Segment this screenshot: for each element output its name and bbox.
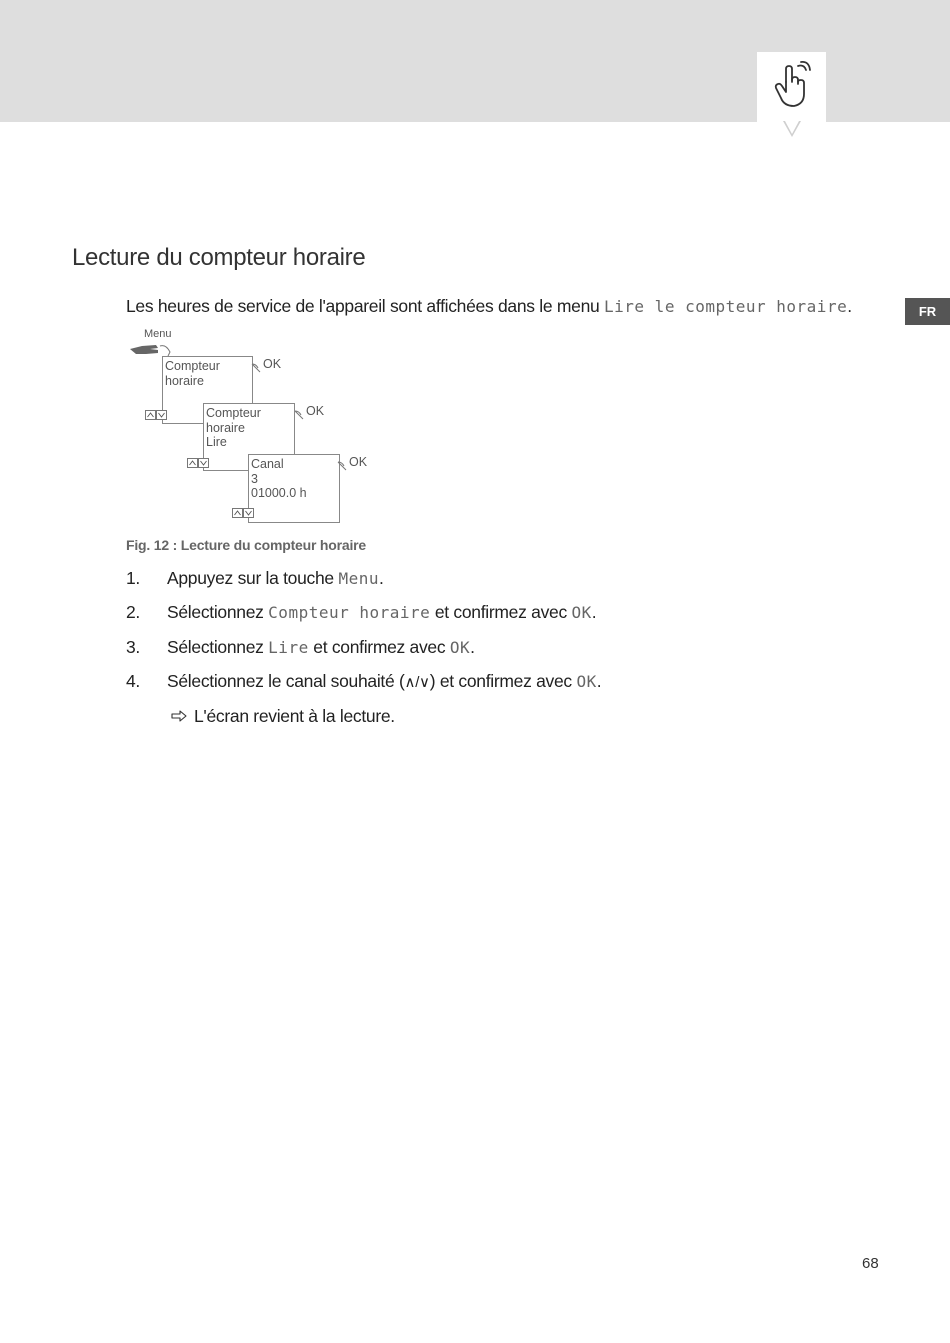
up-down-buttons-icon (187, 458, 211, 468)
screen-compteur-horaire: Compteur horaire (162, 356, 253, 424)
ok-arrow-icon (250, 362, 262, 374)
menu-name-code: Lire le compteur horaire (604, 297, 848, 316)
touch-hand-icon (770, 60, 814, 110)
intro-paragraph: Les heures de service de l'appareil sont affichées dans le menu Lire le compteur horaire. (126, 296, 852, 316)
section-title: Lecture du compteur horaire (72, 244, 366, 271)
up-down-buttons-icon (232, 508, 256, 518)
ok-arrow-icon (293, 409, 305, 421)
figure-caption: Fig. 12 : Lecture du compteur horaire (126, 537, 366, 553)
screen-canal-reading: Canal 3 01000.0 h (248, 454, 340, 523)
ok-arrow-icon (336, 460, 348, 472)
menu-label: Menu (144, 328, 172, 340)
up-down-buttons-icon (145, 410, 169, 420)
screen-compteur-horaire-lire: Compteur horaire Lire (203, 403, 295, 471)
page-number: 68 (862, 1255, 879, 1272)
step-2: 2. Sélectionnez Compteur horaire et confirmez avec OK. (126, 602, 597, 622)
result-arrow-icon (168, 709, 194, 723)
step-1: 1. Appuyez sur la touche Menu. (126, 568, 384, 588)
ok-label: OK (263, 357, 282, 371)
step-4: 4. Sélectionnez le canal souhaité (∧/∨) et confirmez avec OK. (126, 671, 602, 691)
menu-navigation-figure (126, 326, 386, 531)
up-down-symbols: ∧/∨ (404, 674, 430, 691)
language-tab: FR (905, 298, 950, 325)
ok-label: OK (349, 455, 368, 469)
result-line: L'écran revient à la lecture. (168, 706, 395, 727)
step-3: 3. Sélectionnez Lire et confirmez avec OK. (126, 637, 475, 657)
ok-label: OK (306, 404, 325, 418)
